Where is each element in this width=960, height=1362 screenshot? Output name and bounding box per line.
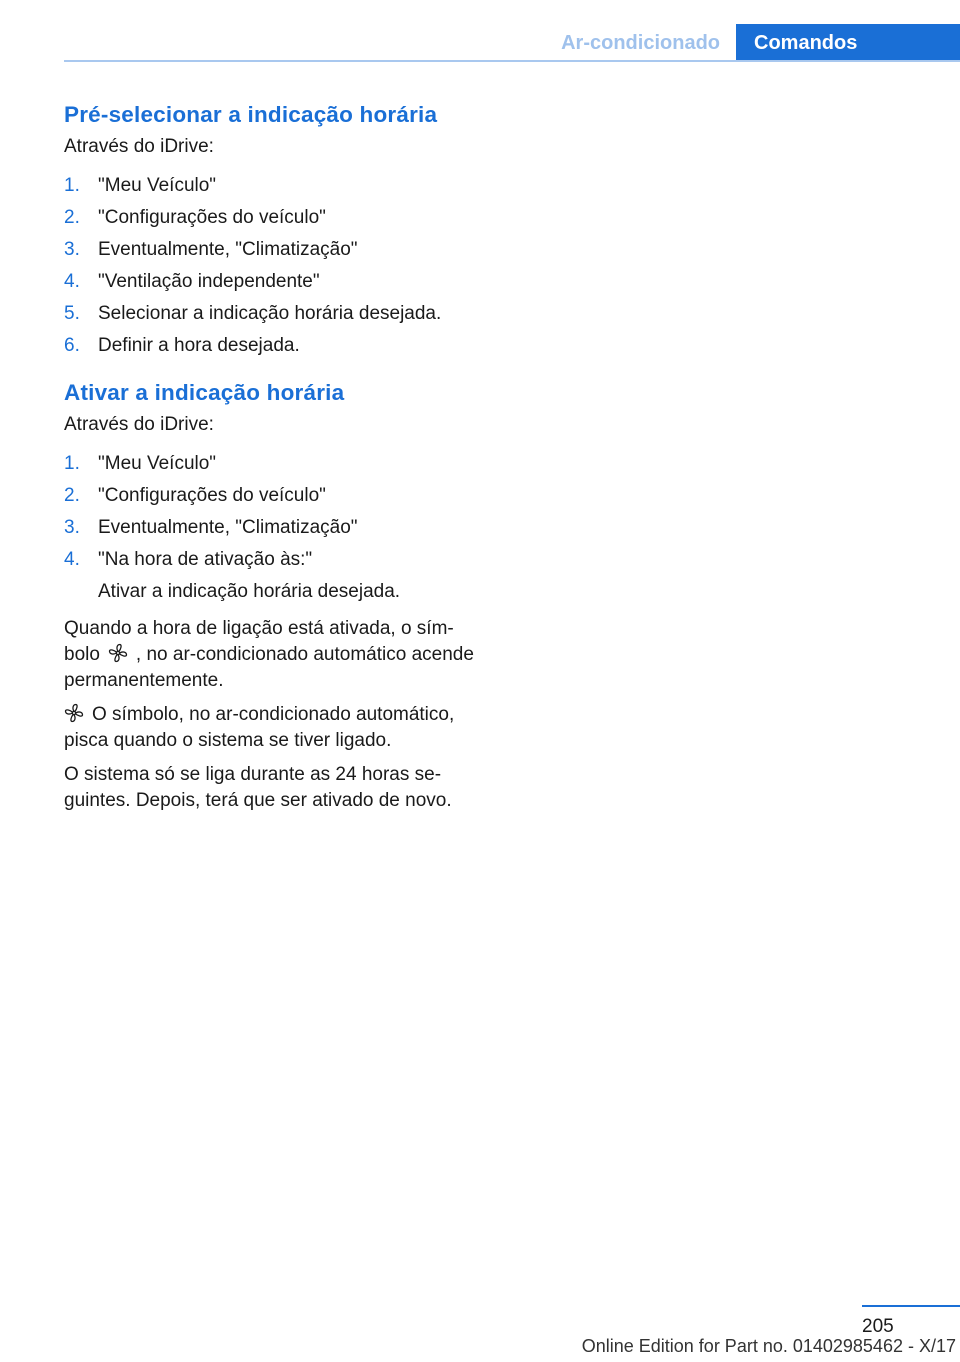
list-item: 2. "Configurações do veículo" bbox=[64, 485, 326, 506]
fan-icon bbox=[108, 643, 128, 663]
section-title-activate: Ativar a indicação horária bbox=[64, 380, 345, 405]
footer-edition: Online Edition for Part no. 01402985462 - X/17 bbox=[581, 1336, 956, 1356]
paragraph-fan-steady: Quando a hora de ligação está ativada, o sím-bolo , no ar-condicionado automático acende permanentemente. bbox=[64, 618, 474, 691]
page-number: 205 bbox=[862, 1316, 894, 1337]
footer-divider bbox=[862, 1305, 960, 1307]
header-section-title: Ar-condicionado bbox=[561, 32, 720, 54]
section-title-preselect: Pré-selecionar a indicação horária bbox=[64, 102, 438, 127]
list-item: 1. "Meu Veículo" bbox=[64, 453, 217, 474]
steps-list-preselect bbox=[64, 170, 484, 362]
list-item: 4. "Na hora de ativação às:" Ativar a indicação horária desejada. bbox=[64, 544, 484, 608]
section-activate bbox=[64, 378, 484, 814]
fan-icon bbox=[64, 703, 84, 723]
list-item: 1. "Meu Veículo" bbox=[64, 175, 217, 196]
main-content bbox=[64, 100, 484, 814]
list-item-subtext: Ativar a indicação horária desejada. bbox=[98, 581, 401, 602]
steps-list-activate bbox=[64, 448, 484, 608]
section-intro: Através do iDrive: bbox=[64, 136, 214, 157]
list-item: 2. "Configurações do veículo" bbox=[64, 207, 326, 228]
paragraph-fan-blink: O símbolo, no ar-condicionado automático, pisca quando o sistema se tiver ligado. bbox=[64, 704, 455, 751]
list-item: 5. Selecionar a indicação horária desejada. bbox=[64, 303, 442, 324]
list-item: 3. Eventualmente, "Climatização" bbox=[64, 239, 358, 260]
section-intro: Através do iDrive: bbox=[64, 414, 214, 435]
header-divider bbox=[64, 60, 960, 62]
list-item: 4. "Ventilação independente" bbox=[64, 271, 320, 292]
paragraph-24h-note: O sistema só se liga durante as 24 horas se-guintes. Depois, terá que ser ativado de novo. bbox=[64, 764, 452, 811]
list-item: 3. Eventualmente, "Climatização" bbox=[64, 517, 358, 538]
header-chapter-tab: Comandos bbox=[736, 24, 960, 62]
list-item: 6. Definir a hora desejada. bbox=[64, 335, 300, 356]
